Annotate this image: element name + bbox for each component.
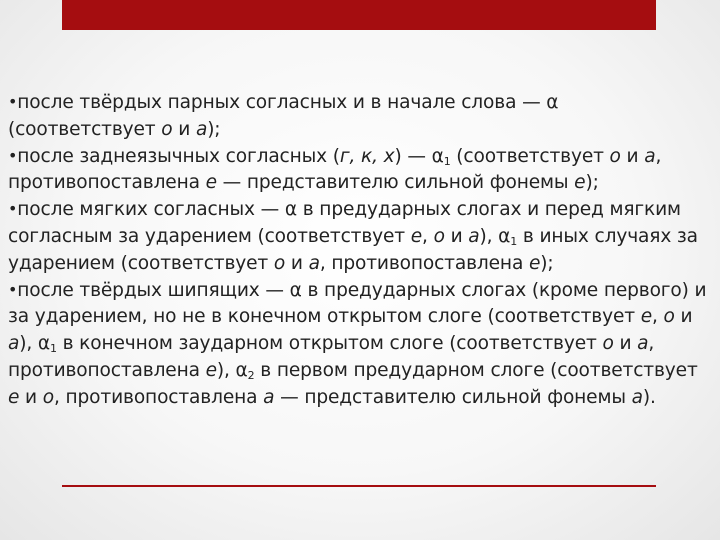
italic-letter: а <box>195 118 208 140</box>
bullet-item-1 <box>8 90 708 144</box>
text: после твёрдых шипящих — α в предударных слогах (кроме первого) и за ударением, но не в конечном открытом слоге (соответствует <box>8 279 707 328</box>
text: , противопоставлена <box>319 252 529 274</box>
italic-letter: е <box>528 252 541 274</box>
text: ). <box>642 386 656 408</box>
italic-letter: о <box>161 118 173 140</box>
bullet-icon: • <box>8 145 18 165</box>
italic-letter: е <box>205 172 217 194</box>
bullet-item-3 <box>8 197 708 277</box>
bottom-accent-line <box>62 485 656 487</box>
text: после мягких согласных — α в предударных слогах и перед мягким согласным за ударением (соответствует <box>8 199 681 247</box>
text: ); <box>585 172 599 194</box>
italic-letter: а <box>308 252 320 274</box>
subscript: 1 <box>49 342 57 356</box>
italic-letter: о <box>433 225 445 247</box>
subscript: 1 <box>443 154 451 168</box>
subscript: 1 <box>510 234 518 248</box>
italic-letter: о <box>42 386 54 408</box>
italic-letter: о <box>273 252 286 274</box>
text: — представителю сильной фонемы <box>216 172 575 194</box>
bullet-icon: • <box>8 279 18 299</box>
text: (соответствует <box>450 145 610 167</box>
bullet-icon: • <box>8 199 18 219</box>
text: и <box>674 306 693 328</box>
bullet-item-2 <box>8 144 708 198</box>
text: после заднеязычных согласных ( <box>17 145 340 167</box>
italic-letter: а <box>644 145 656 167</box>
italic-letter: о <box>602 333 614 355</box>
italic-letter: е <box>8 386 20 408</box>
text: и <box>285 252 309 274</box>
text: ); <box>540 252 554 274</box>
italic-letter: а <box>468 225 480 247</box>
subscript: 2 <box>247 368 255 382</box>
bullet-item-4 <box>8 278 708 412</box>
text: в иных случаях за ударением (соответствует <box>8 225 698 274</box>
top-accent-bar <box>62 0 656 30</box>
italic-letter: а <box>631 386 643 408</box>
italic-letter: а <box>8 333 20 355</box>
italic-letter: а <box>637 333 649 355</box>
text: ), α <box>479 225 511 247</box>
text: и <box>172 118 196 140</box>
text: в конечном заударном открытом слоге (соответствует <box>56 333 603 355</box>
italic-letter: е <box>410 225 423 247</box>
text: в первом предударном слоге (соответствует <box>254 359 698 381</box>
text: и <box>613 333 638 355</box>
text: ); <box>207 118 221 140</box>
text: и <box>19 386 43 408</box>
text: , <box>422 225 434 247</box>
italic-letter: г, к, х <box>339 145 395 167</box>
text: и <box>620 145 645 167</box>
text: после твёрдых парных согласных и в начале слова — α (соответствует <box>8 92 559 140</box>
italic-letter: е <box>205 359 217 381</box>
text: , противопоставлена <box>8 145 662 194</box>
text: ), α <box>19 333 50 355</box>
text: и <box>444 225 469 247</box>
bullet-icon: • <box>8 92 18 111</box>
text: , <box>652 306 664 328</box>
text: ) — α <box>394 145 444 167</box>
text: , противопоставлена <box>54 386 264 408</box>
italic-letter: а <box>263 386 275 408</box>
text: ), α <box>216 359 248 381</box>
italic-letter: е <box>574 172 586 194</box>
text: , противопоставлена <box>8 333 655 381</box>
italic-letter: о <box>609 145 621 167</box>
text: — представителю сильной фонемы <box>274 386 632 408</box>
slide-body <box>8 90 708 412</box>
italic-letter: е <box>640 306 652 328</box>
italic-letter: о <box>663 306 675 328</box>
